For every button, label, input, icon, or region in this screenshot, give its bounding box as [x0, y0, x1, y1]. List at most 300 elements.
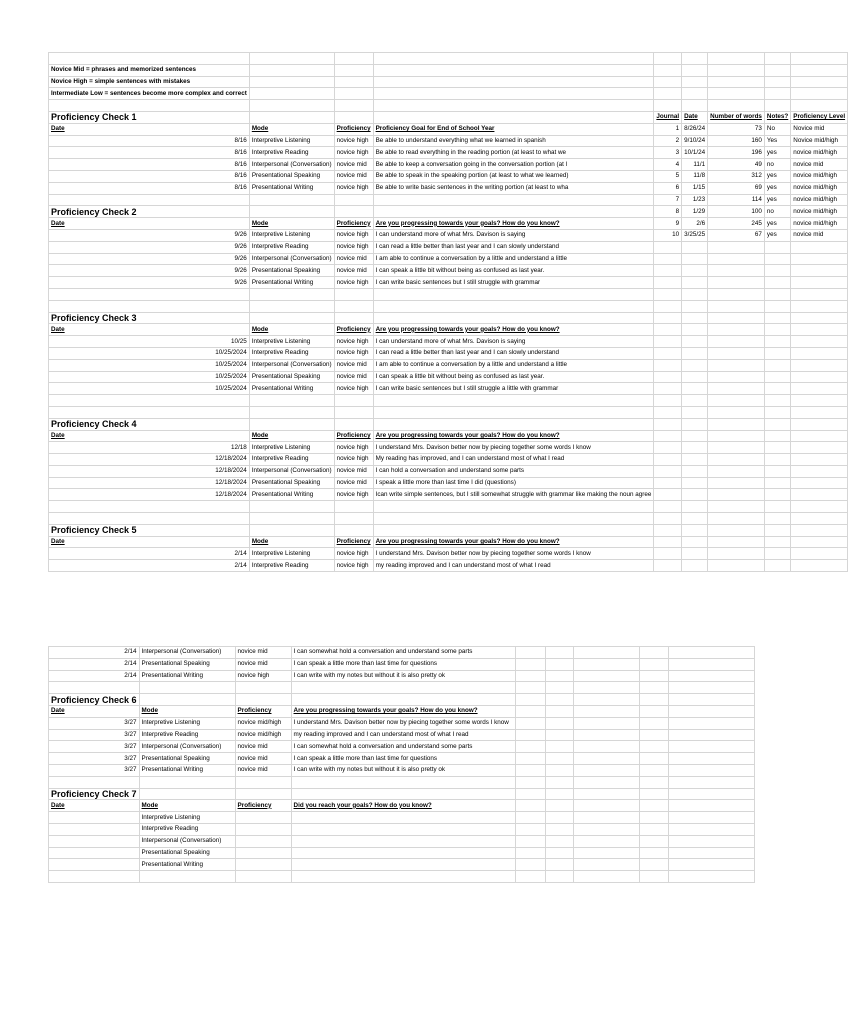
cell[interactable]: Ican write simple sentences, but I still somewhat struggle with grammar like making the noun agree: [373, 489, 654, 501]
cell[interactable]: 12/18/2024: [49, 465, 250, 477]
cell[interactable]: [334, 76, 373, 88]
cell[interactable]: [708, 277, 765, 289]
cell[interactable]: [545, 741, 573, 753]
cell[interactable]: I understand Mrs. Davison better now by piecing together some words I know: [291, 717, 515, 729]
cell[interactable]: [791, 336, 848, 348]
cell[interactable]: [334, 418, 373, 430]
cell[interactable]: [682, 347, 708, 359]
cell[interactable]: novice mid: [791, 229, 848, 241]
cell[interactable]: 3/27: [49, 717, 140, 729]
cell[interactable]: [791, 454, 848, 466]
cell[interactable]: [515, 776, 545, 788]
cell[interactable]: [682, 442, 708, 454]
cell[interactable]: [708, 253, 765, 265]
cell[interactable]: [334, 513, 373, 525]
cell[interactable]: I can speak a little bit without being as confused as last year.: [373, 265, 654, 277]
cell[interactable]: Date: [49, 430, 250, 442]
cell[interactable]: [573, 753, 639, 765]
cell[interactable]: [682, 371, 708, 383]
cell[interactable]: Mode: [249, 123, 334, 135]
cell[interactable]: [682, 100, 708, 112]
cell[interactable]: novice high: [334, 442, 373, 454]
cell[interactable]: Interpersonal (Conversation): [249, 359, 334, 371]
cell[interactable]: [764, 277, 790, 289]
cell[interactable]: 3/25/25: [682, 229, 708, 241]
cell[interactable]: I am able to continue a conversation by a little and understand a little: [373, 253, 654, 265]
cell[interactable]: [654, 324, 682, 336]
cell[interactable]: Be able to understand everything what we learned in spanish: [373, 135, 654, 147]
cell[interactable]: [682, 288, 708, 300]
cell[interactable]: [334, 312, 373, 324]
cell[interactable]: Interpretive Reading: [139, 823, 235, 835]
cell[interactable]: [682, 536, 708, 548]
cell[interactable]: Interpretive Reading: [249, 454, 334, 466]
cell[interactable]: [373, 206, 654, 218]
cell[interactable]: [764, 100, 790, 112]
cell[interactable]: [708, 241, 765, 253]
cell[interactable]: [708, 88, 765, 100]
cell[interactable]: Interpretive Listening: [249, 135, 334, 147]
cell[interactable]: [682, 300, 708, 312]
cell[interactable]: [639, 694, 668, 706]
cell[interactable]: [334, 288, 373, 300]
cell[interactable]: [639, 670, 668, 682]
cell[interactable]: [515, 647, 545, 659]
cell[interactable]: [708, 430, 765, 442]
cell[interactable]: [545, 729, 573, 741]
cell[interactable]: [654, 277, 682, 289]
cell[interactable]: [49, 406, 250, 418]
cell[interactable]: Interpretive Reading: [249, 347, 334, 359]
cell[interactable]: [249, 53, 334, 65]
cell[interactable]: No: [764, 123, 790, 135]
cell[interactable]: [708, 76, 765, 88]
cell[interactable]: [235, 812, 291, 824]
cell[interactable]: [573, 694, 639, 706]
cell[interactable]: [682, 454, 708, 466]
cell[interactable]: [791, 548, 848, 560]
cell[interactable]: [49, 194, 250, 206]
cell[interactable]: Are you progressing towards your goals? How do you know?: [373, 536, 654, 548]
cell[interactable]: I can read a little better than last year and I can slowly understand: [373, 347, 654, 359]
cell[interactable]: Interpretive Reading: [249, 241, 334, 253]
cell[interactable]: [573, 835, 639, 847]
cell[interactable]: [573, 705, 639, 717]
cell[interactable]: [545, 788, 573, 800]
cell[interactable]: 10: [654, 229, 682, 241]
cell[interactable]: [708, 501, 765, 513]
cell[interactable]: [654, 454, 682, 466]
cell[interactable]: 6: [654, 182, 682, 194]
cell[interactable]: [373, 418, 654, 430]
cell[interactable]: I can speak a little bit without being as confused as last year.: [373, 371, 654, 383]
cell[interactable]: 1/29: [682, 206, 708, 218]
cell[interactable]: novice mid/high: [791, 170, 848, 182]
cell[interactable]: [373, 64, 654, 76]
cell[interactable]: [708, 524, 765, 536]
cell[interactable]: [573, 823, 639, 835]
cell[interactable]: my reading improved and I can understand most of what I read: [373, 560, 654, 572]
cell[interactable]: Proficiency: [334, 324, 373, 336]
cell[interactable]: [682, 477, 708, 489]
cell[interactable]: [249, 406, 334, 418]
cell[interactable]: [291, 812, 515, 824]
cell[interactable]: [764, 489, 790, 501]
cell[interactable]: Be able to speak in the speaking portion (at least to what we learned): [373, 170, 654, 182]
cell[interactable]: [639, 647, 668, 659]
cell[interactable]: [235, 694, 291, 706]
cell[interactable]: [764, 265, 790, 277]
cell[interactable]: novice mid/high: [235, 729, 291, 741]
cell[interactable]: I can somewhat hold a conversation and understand some parts: [291, 741, 515, 753]
cell[interactable]: [235, 871, 291, 883]
cell[interactable]: [682, 88, 708, 100]
cell[interactable]: [668, 741, 754, 753]
cell[interactable]: [249, 300, 334, 312]
cell[interactable]: [764, 383, 790, 395]
cell[interactable]: [545, 871, 573, 883]
cell[interactable]: [545, 694, 573, 706]
cell[interactable]: 2/14: [49, 647, 140, 659]
cell[interactable]: novice mid/high: [235, 717, 291, 729]
cell[interactable]: Interpretive Listening: [249, 442, 334, 454]
cell[interactable]: [515, 729, 545, 741]
cell[interactable]: [654, 536, 682, 548]
cell[interactable]: 8/16: [49, 147, 250, 159]
cell[interactable]: [791, 536, 848, 548]
cell[interactable]: [764, 359, 790, 371]
cell[interactable]: [291, 788, 515, 800]
cell[interactable]: [249, 312, 334, 324]
cell[interactable]: Are you progressing towards your goals? How do you know?: [373, 430, 654, 442]
cell[interactable]: [545, 705, 573, 717]
cell[interactable]: [791, 300, 848, 312]
cell[interactable]: [515, 812, 545, 824]
cell[interactable]: [708, 548, 765, 560]
cell[interactable]: I can write basic sentences but I still struggle a little with grammar: [373, 383, 654, 395]
cell[interactable]: Proficiency Check 6: [49, 694, 140, 706]
cell[interactable]: 12/18: [49, 442, 250, 454]
cell[interactable]: [373, 194, 654, 206]
cell[interactable]: [249, 100, 334, 112]
cell[interactable]: [682, 383, 708, 395]
cell[interactable]: Yes: [764, 135, 790, 147]
cell[interactable]: [334, 194, 373, 206]
cell[interactable]: 1/15: [682, 182, 708, 194]
cell[interactable]: [639, 764, 668, 776]
cell[interactable]: [682, 548, 708, 560]
cell[interactable]: Interpretive Reading: [249, 147, 334, 159]
cell[interactable]: [249, 76, 334, 88]
cell[interactable]: [639, 859, 668, 871]
cell[interactable]: 9/26: [49, 265, 250, 277]
cell[interactable]: Novice Mid = phrases and memorized sentences: [49, 64, 250, 76]
cell[interactable]: [639, 835, 668, 847]
cell[interactable]: novice high: [334, 241, 373, 253]
cell[interactable]: [639, 729, 668, 741]
cell[interactable]: Date: [49, 218, 250, 230]
cell[interactable]: novice high: [334, 347, 373, 359]
cell[interactable]: [545, 776, 573, 788]
cell[interactable]: [139, 682, 235, 694]
cell[interactable]: [682, 395, 708, 407]
cell[interactable]: novice high: [334, 135, 373, 147]
cell[interactable]: [791, 64, 848, 76]
cell[interactable]: Date: [49, 800, 140, 812]
cell[interactable]: Proficiency: [235, 800, 291, 812]
cell[interactable]: [682, 76, 708, 88]
cell[interactable]: [545, 823, 573, 835]
cell[interactable]: Mode: [249, 324, 334, 336]
cell[interactable]: 9/26: [49, 277, 250, 289]
cell[interactable]: novice mid: [334, 371, 373, 383]
cell[interactable]: [668, 871, 754, 883]
cell[interactable]: [515, 694, 545, 706]
cell[interactable]: [573, 647, 639, 659]
cell[interactable]: [682, 64, 708, 76]
cell[interactable]: novice mid/high: [791, 147, 848, 159]
cell[interactable]: novice mid: [235, 764, 291, 776]
cell[interactable]: [668, 859, 754, 871]
cell[interactable]: [654, 253, 682, 265]
cell[interactable]: [515, 717, 545, 729]
cell[interactable]: 2: [654, 135, 682, 147]
cell[interactable]: [545, 764, 573, 776]
cell[interactable]: novice high: [334, 229, 373, 241]
cell[interactable]: [764, 241, 790, 253]
cell[interactable]: [791, 53, 848, 65]
cell[interactable]: [791, 430, 848, 442]
cell[interactable]: 8: [654, 206, 682, 218]
cell[interactable]: 196: [708, 147, 765, 159]
cell[interactable]: [708, 288, 765, 300]
cell[interactable]: Presentational Speaking: [249, 477, 334, 489]
cell[interactable]: no: [764, 206, 790, 218]
cell[interactable]: 160: [708, 135, 765, 147]
cell[interactable]: [654, 241, 682, 253]
cell[interactable]: [249, 288, 334, 300]
cell[interactable]: [249, 501, 334, 513]
cell[interactable]: [764, 336, 790, 348]
cell[interactable]: 67: [708, 229, 765, 241]
cell[interactable]: Notes?: [764, 111, 790, 123]
cell[interactable]: [291, 682, 515, 694]
cell[interactable]: Novice mid/high: [791, 135, 848, 147]
cell[interactable]: [249, 111, 334, 123]
cell[interactable]: [515, 800, 545, 812]
cell[interactable]: [249, 206, 334, 218]
cell[interactable]: 9/10/24: [682, 135, 708, 147]
cell[interactable]: [708, 324, 765, 336]
cell[interactable]: [235, 835, 291, 847]
cell[interactable]: Mode: [249, 430, 334, 442]
cell[interactable]: [668, 647, 754, 659]
cell[interactable]: [764, 536, 790, 548]
cell[interactable]: 69: [708, 182, 765, 194]
cell[interactable]: [573, 788, 639, 800]
cell[interactable]: Presentational Speaking: [139, 658, 235, 670]
cell[interactable]: [764, 454, 790, 466]
cell[interactable]: 10/25/2024: [49, 383, 250, 395]
cell[interactable]: 3/27: [49, 764, 140, 776]
cell[interactable]: [545, 647, 573, 659]
cell[interactable]: novice high: [334, 454, 373, 466]
cell[interactable]: 11/8: [682, 170, 708, 182]
cell[interactable]: [235, 788, 291, 800]
cell[interactable]: [682, 418, 708, 430]
cell[interactable]: [639, 847, 668, 859]
cell[interactable]: [373, 100, 654, 112]
cell[interactable]: Interpersonal (Conversation): [139, 647, 235, 659]
cell[interactable]: [654, 430, 682, 442]
cell[interactable]: [654, 76, 682, 88]
cell[interactable]: [373, 88, 654, 100]
cell[interactable]: [764, 64, 790, 76]
cell[interactable]: [708, 477, 765, 489]
cell[interactable]: [764, 524, 790, 536]
cell[interactable]: Proficiency Check 4: [49, 418, 250, 430]
cell[interactable]: [682, 241, 708, 253]
cell[interactable]: [682, 253, 708, 265]
cell[interactable]: [791, 312, 848, 324]
cell[interactable]: [515, 859, 545, 871]
cell[interactable]: [791, 76, 848, 88]
cell[interactable]: [139, 788, 235, 800]
cell[interactable]: Date: [682, 111, 708, 123]
cell[interactable]: [791, 241, 848, 253]
cell[interactable]: [791, 383, 848, 395]
cell[interactable]: [334, 406, 373, 418]
cell[interactable]: [654, 312, 682, 324]
cell[interactable]: [764, 442, 790, 454]
cell[interactable]: [515, 823, 545, 835]
cell[interactable]: [249, 418, 334, 430]
cell[interactable]: Interpretive Listening: [139, 812, 235, 824]
cell[interactable]: 3: [654, 147, 682, 159]
cell[interactable]: [764, 347, 790, 359]
cell[interactable]: Interpretive Reading: [249, 560, 334, 572]
cell[interactable]: 10/25: [49, 336, 250, 348]
cell[interactable]: [682, 324, 708, 336]
cell[interactable]: [515, 764, 545, 776]
cell[interactable]: Are you progressing towards your goals? How do you know?: [373, 324, 654, 336]
cell[interactable]: Interpersonal (Conversation): [249, 159, 334, 171]
cell[interactable]: [764, 312, 790, 324]
cell[interactable]: Presentational Writing: [139, 670, 235, 682]
cell[interactable]: [49, 100, 250, 112]
cell[interactable]: [291, 847, 515, 859]
cell[interactable]: [373, 53, 654, 65]
cell[interactable]: Interpersonal (Conversation): [139, 741, 235, 753]
cell[interactable]: Presentational Speaking: [139, 753, 235, 765]
cell[interactable]: [668, 658, 754, 670]
cell[interactable]: [682, 265, 708, 277]
cell[interactable]: novice mid: [334, 359, 373, 371]
cell[interactable]: 3/27: [49, 753, 140, 765]
cell[interactable]: [668, 776, 754, 788]
cell[interactable]: [708, 64, 765, 76]
cell[interactable]: [49, 501, 250, 513]
cell[interactable]: 2/14: [49, 670, 140, 682]
cell[interactable]: [545, 682, 573, 694]
cell[interactable]: Presentational Speaking: [249, 170, 334, 182]
cell[interactable]: Proficiency: [334, 536, 373, 548]
cell[interactable]: [654, 489, 682, 501]
cell[interactable]: [668, 729, 754, 741]
cell[interactable]: novice mid/high: [791, 218, 848, 230]
cell[interactable]: [639, 705, 668, 717]
cell[interactable]: Number of words: [708, 111, 765, 123]
cell[interactable]: 1: [654, 123, 682, 135]
cell[interactable]: Presentational Writing: [249, 182, 334, 194]
cell[interactable]: [235, 823, 291, 835]
cell[interactable]: Mode: [139, 800, 235, 812]
cell[interactable]: I can understand more of what Mrs. Davison is saying: [373, 229, 654, 241]
cell[interactable]: [682, 560, 708, 572]
cell[interactable]: [668, 823, 754, 835]
cell[interactable]: [139, 776, 235, 788]
cell[interactable]: 10/1/24: [682, 147, 708, 159]
cell[interactable]: Date: [49, 324, 250, 336]
cell[interactable]: [291, 823, 515, 835]
cell[interactable]: [654, 548, 682, 560]
cell[interactable]: [682, 465, 708, 477]
cell[interactable]: [708, 300, 765, 312]
cell[interactable]: 4: [654, 159, 682, 171]
cell[interactable]: [249, 513, 334, 525]
cell[interactable]: Interpersonal (Conversation): [139, 835, 235, 847]
cell[interactable]: [654, 418, 682, 430]
cell[interactable]: [373, 513, 654, 525]
cell[interactable]: [764, 76, 790, 88]
cell[interactable]: 10/25/2024: [49, 371, 250, 383]
cell[interactable]: [249, 395, 334, 407]
cell[interactable]: I can write with my notes but without it is also pretty ok: [291, 764, 515, 776]
cell[interactable]: Did you reach your goals? How do you know?: [291, 800, 515, 812]
cell[interactable]: Novice mid: [791, 123, 848, 135]
cell[interactable]: [668, 682, 754, 694]
cell[interactable]: novice mid: [334, 465, 373, 477]
cell[interactable]: Presentational Speaking: [249, 265, 334, 277]
cell[interactable]: [373, 406, 654, 418]
cell[interactable]: novice mid/high: [791, 182, 848, 194]
cell[interactable]: [49, 395, 250, 407]
cell[interactable]: [334, 300, 373, 312]
cell[interactable]: novice high: [334, 383, 373, 395]
cell[interactable]: [639, 776, 668, 788]
cell[interactable]: [682, 513, 708, 525]
cell[interactable]: [573, 741, 639, 753]
cell[interactable]: Presentational Speaking: [249, 371, 334, 383]
cell[interactable]: I can somewhat hold a conversation and understand some parts: [291, 647, 515, 659]
cell[interactable]: novice high: [334, 182, 373, 194]
cell[interactable]: [545, 812, 573, 824]
cell[interactable]: Proficiency: [334, 123, 373, 135]
cell[interactable]: novice mid: [235, 647, 291, 659]
cell[interactable]: [682, 336, 708, 348]
cell[interactable]: 2/6: [682, 218, 708, 230]
cell[interactable]: [515, 788, 545, 800]
cell[interactable]: [49, 812, 140, 824]
cell[interactable]: I can read a little better than last year and I can slowly understand: [373, 241, 654, 253]
cell[interactable]: 3/27: [49, 729, 140, 741]
cell[interactable]: Proficiency Check 3: [49, 312, 250, 324]
cell[interactable]: [791, 442, 848, 454]
cell[interactable]: [791, 477, 848, 489]
cell[interactable]: 49: [708, 159, 765, 171]
cell[interactable]: [373, 312, 654, 324]
cell[interactable]: Proficiency Goal for End of School Year: [373, 123, 654, 135]
